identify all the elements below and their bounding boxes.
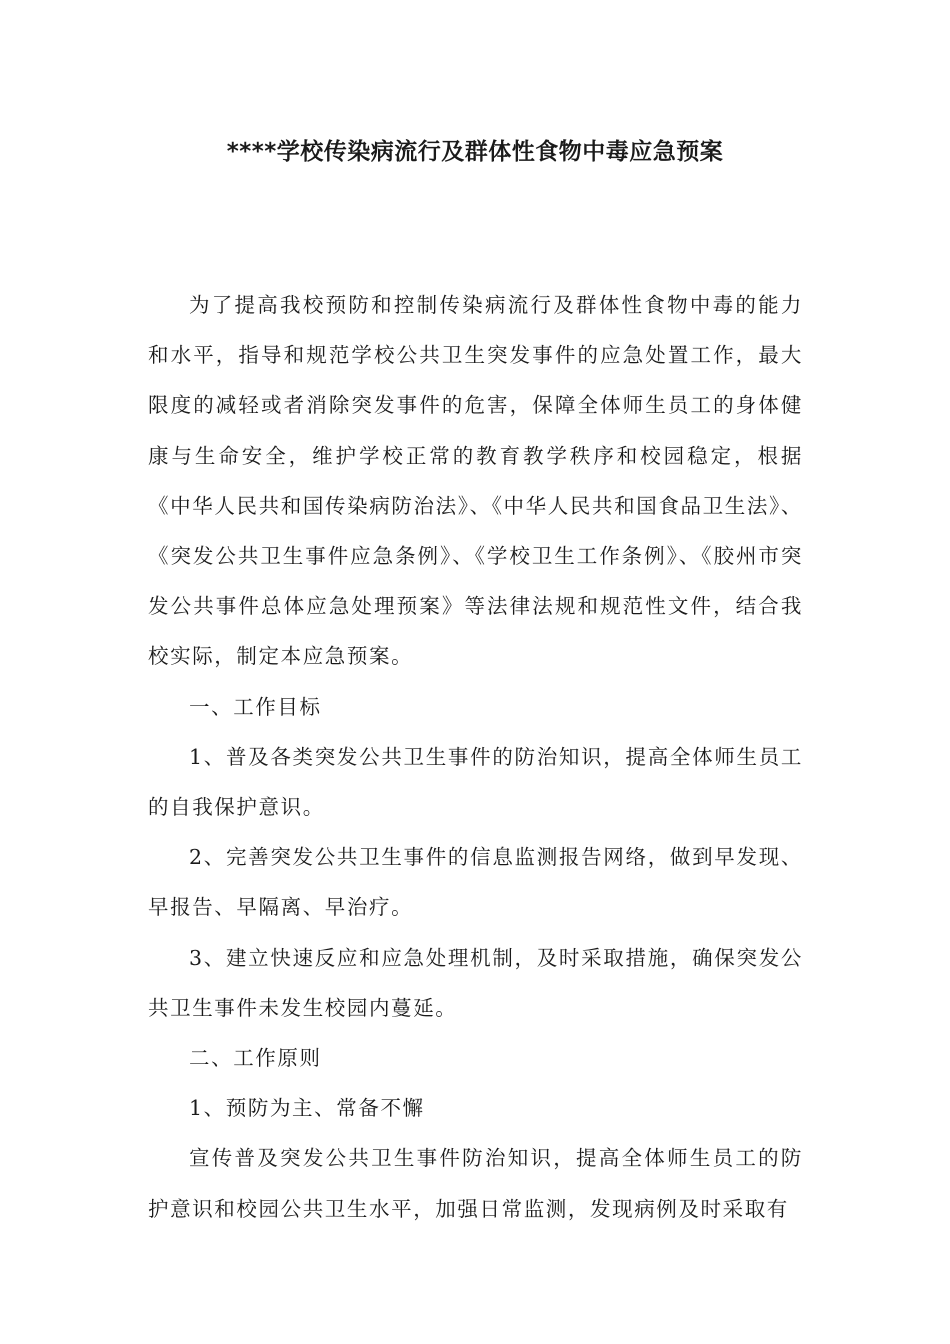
- paragraph-goal-3: 3、建立快速反应和应急处理机制，及时采取措施，确保突发公共卫生事件未发生校园内蔓延。: [148, 945, 803, 1020]
- section-heading-principles: 二、工作原则: [189, 1046, 322, 1071]
- paragraph-principle-1-text: 宣传普及突发公共卫生事件防治知识，提高全体师生员工的防护意识和校园公共卫生水平，加强日常监测，发现病例及时采取有: [148, 1146, 803, 1221]
- paragraph-principle-1-heading: 1、预防为主、常备不懈: [189, 1096, 425, 1121]
- document-title: ****学校传染病流行及群体性食物中毒应急预案: [226, 139, 724, 165]
- paragraph-intro: 为了提高我校预防和控制传染病流行及群体性食物中毒的能力和水平，指导和规范学校公共卫生突发事件的应急处置工作，最大限度的减轻或者消除突发事件的危害，保障全体师生员工的身体健康与生命安全，维护学校正常的教育教学秩序和校园稳定，根据《中华人民共和国传染病防治法》、《中华人民共和国食品卫生法》、《突发公共卫生事件应急条例》、《学校卫生工作条例》、《胶州市突发公共事件总体应急处理预案》等法律法规和规范性文件，结合我校实际，制定本应急预案。: [148, 293, 803, 669]
- paragraph-goal-1: 1、普及各类突发公共卫生事件的防治知识，提高全体师生员工的自我保护意识。: [148, 744, 803, 820]
- section-heading-goals: 一、工作目标: [189, 694, 322, 719]
- paragraph-goal-2: 2、完善突发公共卫生事件的信息监测报告网络，做到早发现、早报告、早隔离、早治疗。: [148, 845, 803, 920]
- document-body: [148, 280, 803, 1234]
